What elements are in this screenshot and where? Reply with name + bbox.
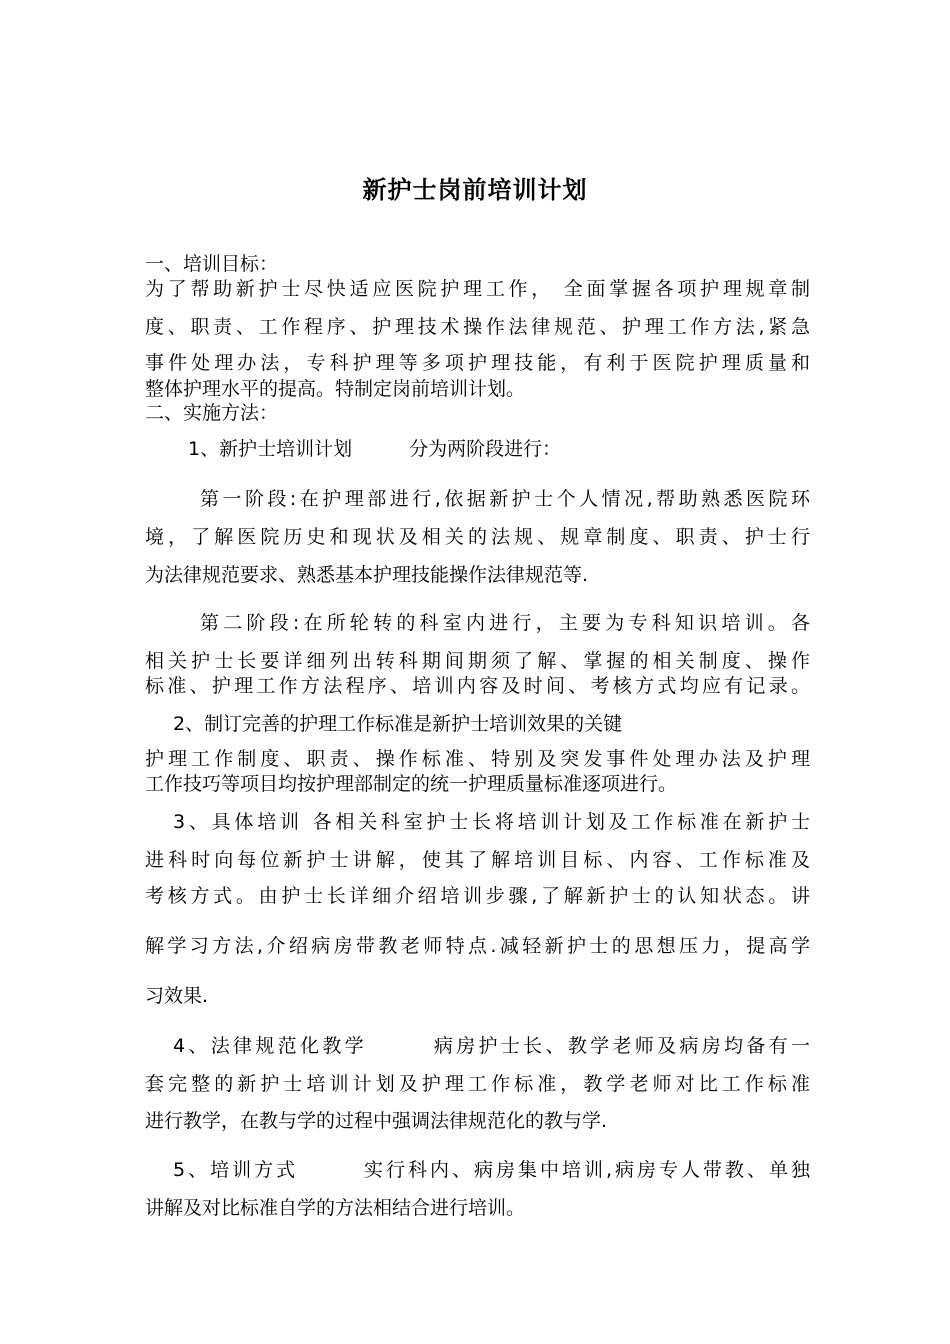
paragraph-line: 讲解及对比标准自学的方法相结合进行培训。 [145, 1197, 526, 1219]
paragraph-line: 解学习方法,介绍病房带教老师特点.减轻新护士的思想压力，提高学 [145, 935, 810, 957]
paragraph-line: 第一阶段:在护理部进行,依据新护士个人情况,帮助熟悉医院环 [200, 488, 810, 510]
paragraph-line: 事件处理办法，专科护理等多项护理技能，有利于医院护理质量和 [145, 352, 810, 374]
paragraph-line: 相关护士长要详细列出转科期间期须了解、掌握的相关制度、操作 [145, 650, 810, 672]
paragraph-line: 进科时向每位新护士讲解，使其了解培训目标、内容、工作标准及 [145, 849, 810, 871]
subsection-heading: 1、新护士培训计划 分为两阶段进行： [188, 438, 562, 460]
section-heading: 二、实施方法： [145, 402, 279, 424]
paragraph-line: 境，了解医院历史和现状及相关的法规、规章制度、职责、护士行 [145, 526, 810, 548]
paragraph-line: 工作技巧等项目均按护理部制定的统一护理质量标准逐项进行。 [145, 773, 678, 795]
paragraph-line: 第二阶段:在所轮转的科室内进行，主要为专科知识培训。各 [200, 612, 810, 634]
paragraph-line: 习效果. [145, 985, 209, 1007]
document-title: 新护士岗前培训计划 [362, 176, 588, 204]
paragraph-line: 套完整的新护士培训计划及护理工作标准，教学老师对比工作标准 [145, 1073, 810, 1095]
paragraph-line: 进行教学，在教与学的过程中强调法律规范化的教与学. [145, 1110, 608, 1132]
paragraph-line: 整体护理水平的提高。特制定岗前培训计划。 [145, 378, 526, 400]
subsection-heading: 2、制订完善的护理工作标准是新护士培训效果的关键 [173, 713, 623, 735]
section-heading: 一、培训目标： [145, 253, 279, 275]
paragraph-line: 标准、护理工作方法程序、培训内容及时间、考核方式均应有记录。 [145, 675, 810, 697]
paragraph-line: 为了帮助新护士尽快适应医院护理工作， 全面掌握各项护理规章制 [145, 278, 810, 300]
paragraph-line: 护理工作制度、职责、操作标准、特别及突发事件处理办法及护理 [145, 748, 810, 770]
subsection-heading: 4、法律规范化教学 病房护士长、教学老师及病房均备有一 [173, 1035, 810, 1057]
paragraph-line: 为法律规范要求、熟悉基本护理技能操作法律规范等. [145, 564, 589, 586]
paragraph-line: 度、职责、工作程序、护理技术操作法律规范、护理工作方法,紧急 [145, 316, 810, 338]
subsection-heading: 3、具体培训 各相关科室护士长将培训计划及工作标准在新护士 [173, 811, 810, 833]
paragraph-line: 考核方式。由护士长详细介绍培训步骤,了解新护士的认知状态。讲 [145, 885, 810, 907]
subsection-heading: 5、培训方式 实行科内、病房集中培训,病房专人带教、单独 [173, 1159, 810, 1181]
